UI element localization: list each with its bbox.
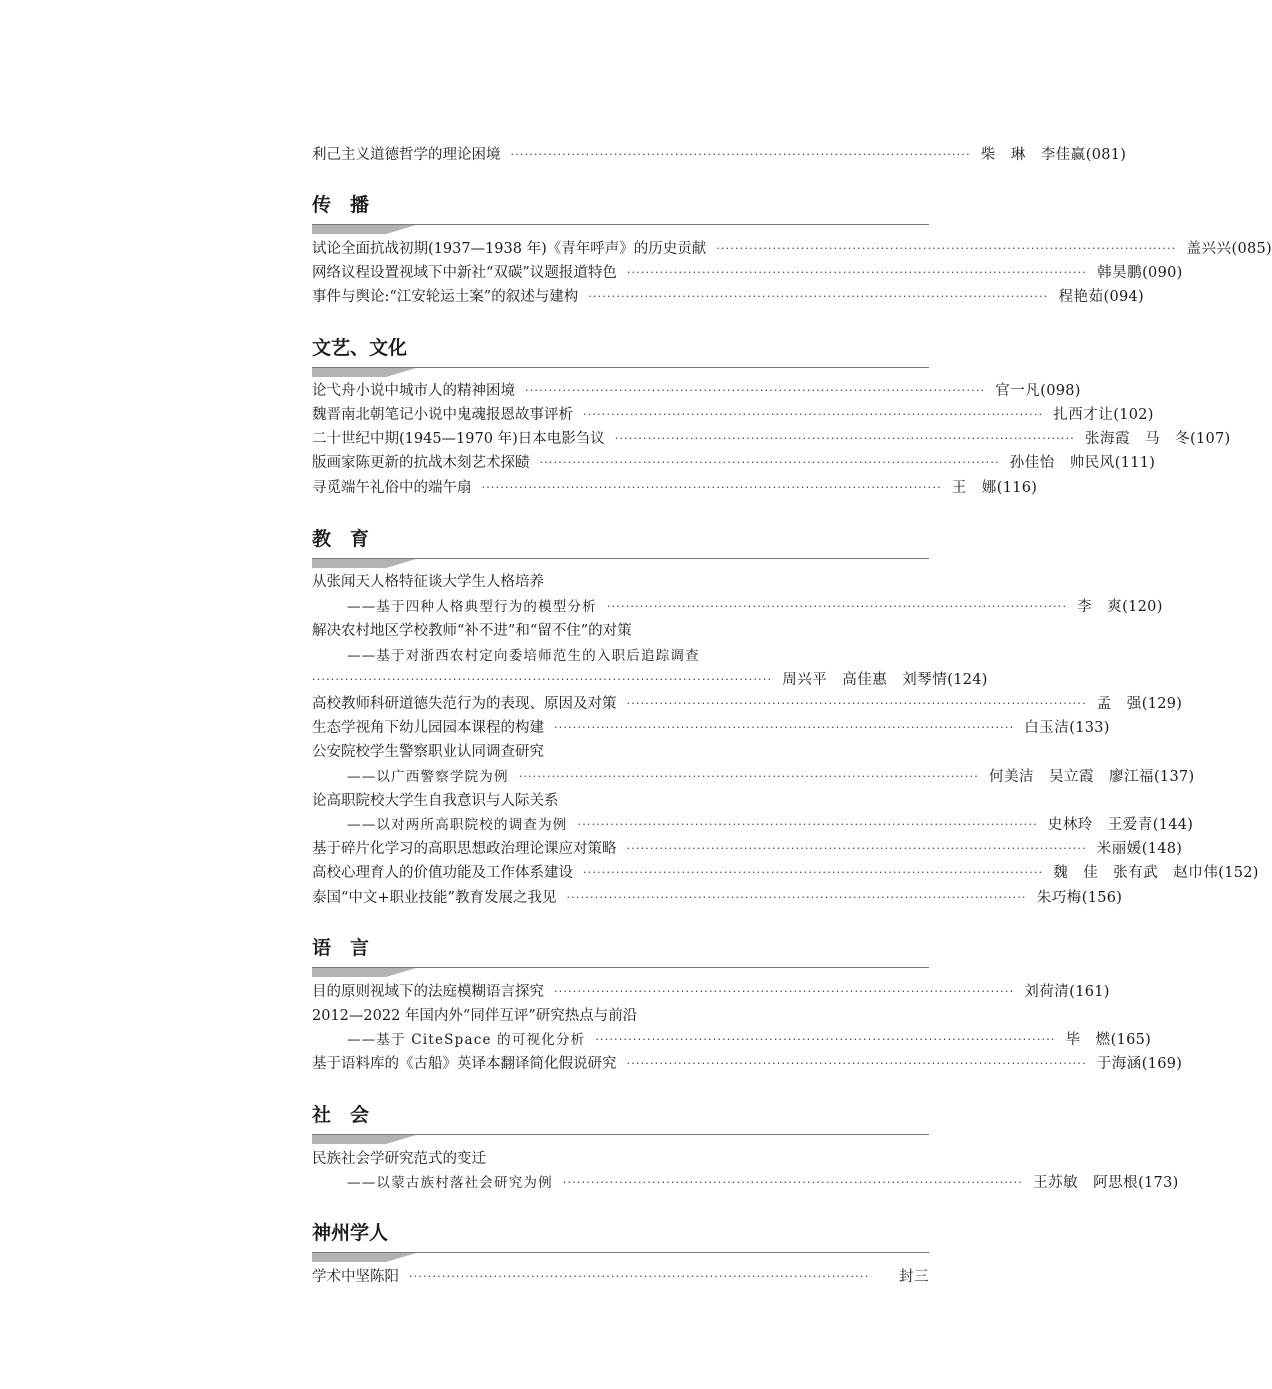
toc-entry [312,693,1183,715]
toc-entry [312,428,1231,450]
entry-page-number: (169) [1141,1056,1183,1072]
section-heading: 语 言 [312,937,370,959]
dot-leader: ·································································································· [409,1270,870,1283]
entry-authors: 米丽媛 [1096,841,1142,857]
entry-title: 试论全面抗战初期(1937—1938 年)《青年呼声》的历史贡献 [312,241,707,257]
toc-entry [312,838,1183,860]
dot-leader: ·································································································· [583,866,1044,879]
entry-page-number: (165) [1110,1032,1152,1048]
entry-page-number: (085) [1231,241,1272,257]
section-heading: 社 会 [312,1104,370,1126]
entry-authors: 孟 强 [1096,696,1142,712]
dot-leader: ·································································································· [583,408,1044,421]
entry-authors: 孙佳怡 帅民风 [1009,455,1115,471]
entry-title: 学术中坚陈阳 [312,1269,399,1285]
section-divider-wedge [312,368,416,378]
entry-authors: 周兴平 高佳惠 刘琴情 [782,672,948,688]
toc-entry-title-line [312,620,929,642]
entry-title: 高校心理育人的价值功能及工作体系建设 [312,865,573,881]
entry-title: 利己主义道德哲学的理论困境 [312,147,501,163]
dot-leader: ·································································································· [525,384,986,397]
toc-entry [312,452,1156,474]
entry-page-number: (156) [1081,890,1123,906]
entry-authors: 何美洁 吴立霞 廖江福 [988,769,1154,785]
entry-page-number: (081) [1085,147,1127,163]
entry-authors: 于海涵 [1096,1056,1142,1072]
toc-entry-subtitle-line [347,1172,1179,1194]
toc-entry-subtitle-line [347,596,1163,618]
entry-title: 民族社会学研究范式的变迁 [312,1151,486,1167]
entry-page-number: (148) [1141,841,1183,857]
entry-subtitle: ——基于四种人格典型行为的模型分析 [347,599,597,615]
entry-authors: 封三 [899,1269,929,1285]
entry-subtitle: ——基于对浙西农村定向委培师范生的入职后追踪调查 [347,648,700,664]
entry-authors: 史林玲 王爱青 [1047,817,1153,833]
entry-title: 论弋舟小说中城市人的精神困境 [312,383,515,399]
entry-page-number: (107) [1190,431,1231,447]
entry-title: 生态学视角下幼儿园园本课程的构建 [312,720,544,736]
entry-authors: 王苏敏 阿思根 [1033,1175,1139,1191]
entry-page-number: (111) [1114,455,1156,471]
entry-authors: 李 爽 [1077,599,1123,615]
section-heading: 教 育 [312,528,370,550]
entry-title: 网络议程设置视域下中新社“双碳”议题报道特色 [312,265,617,281]
toc-entry [312,262,1183,284]
entry-page-number: (144) [1152,817,1194,833]
toc-entry [312,286,1144,308]
toc-entry [312,887,1123,909]
entry-subtitle: ——以蒙古族村落社会研究为例 [347,1175,553,1191]
toc-entry [312,238,1272,260]
entry-title: 泰国“中文+职业技能”教育发展之我见 [312,890,557,906]
entry-authors: 官一凡 [995,383,1041,399]
entry-authors: 王 娜 [951,480,997,496]
entry-page-number: (102) [1113,407,1154,423]
entry-authors: 白玉洁 [1024,720,1070,736]
section-divider-wedge [312,225,416,235]
toc-entry-subtitle-line [347,766,1195,788]
entry-authors: 扎西才让 [1053,407,1114,423]
entry-authors: 魏 佳 张有武 赵巾伟 [1053,865,1219,881]
toc-entry-title-line [312,1148,929,1170]
dot-leader: ·································································································· [539,456,1000,469]
entry-authors: 刘荷清 [1024,984,1070,1000]
entry-title: 版画家陈更新的抗战木刻艺术探赜 [312,455,530,471]
section-divider-wedge [312,1135,416,1145]
entry-title: 二十世纪中期(1945—1970 年)日本电影刍议 [312,431,605,447]
dot-leader: ·································································································· [510,148,971,161]
entry-title: 目的原则视域下的法庭模糊语言探究 [312,984,544,1000]
entry-page-number: (133) [1069,720,1110,736]
toc-entry [312,717,1110,739]
toc-entry-subtitle-line [347,645,929,667]
dot-leader: ·································································································· [626,842,1087,855]
entry-authors: 毕 燃 [1065,1032,1111,1048]
dot-leader: ·································································································· [626,266,1088,279]
entry-title: 基于碎片化学习的高职思想政治理论课应对策略 [312,841,617,857]
toc-entry-subtitle-line [347,814,1194,836]
entry-page-number: (094) [1103,289,1144,305]
section-heading: 神州学人 [312,1222,389,1244]
dot-leader: ·································································································· [577,818,1038,831]
dot-leader: ·································································································· [481,481,942,494]
entry-subtitle: ——基于 CiteSpace 的可视化分析 [347,1032,586,1048]
toc-entry [312,1266,929,1288]
entry-title: 从张闻天人格特征谈大学生人格培养 [312,574,544,590]
dot-leader: ·································································································· [566,891,1027,904]
dot-leader: ·································································································· [595,1033,1056,1046]
entry-title: 基于语料库的《古船》英译本翻译简化假说研究 [312,1056,617,1072]
entry-authors: 韩昊鹏 [1097,265,1143,281]
entry-title: 公安院校学生警察职业认同调查研究 [312,744,544,760]
entry-subtitle: ——以广西警察学院为例 [347,769,509,785]
dot-leader: ·································································································· [614,432,1075,445]
toc-entry-subtitle-line [347,1029,1152,1051]
toc-entry-title-line [312,790,929,812]
dot-leader: ·································································································· [716,242,1177,255]
entry-page-number: (129) [1141,696,1183,712]
entry-title: 2012—2022 年国内外“同伴互评”研究热点与前沿 [312,1008,638,1024]
entry-page-number: (120) [1122,599,1163,615]
section-heading: 文艺、文化 [312,337,408,359]
dot-leader: ·································································································· [626,697,1087,710]
dot-leader: ·································································································· [588,290,1049,303]
entry-page-number: (152) [1218,865,1259,881]
dot-leader: ·································································································· [554,985,1015,998]
entry-title: 解决农村地区学校教师“补不进”和“留不住”的对策 [312,623,632,639]
section-divider-wedge [312,968,416,978]
dot-leader: ·································································································· [626,1057,1087,1070]
entry-title: 高校教师科研道德失范行为的表现、原因及对策 [312,696,617,712]
entry-subtitle: ——以对两所高职院校的调查为例 [347,817,568,833]
entry-title: 事件与舆论:“江安轮运土案”的叙述与建构 [312,289,579,305]
entry-page-number: (090) [1142,265,1183,281]
toc-entry [312,380,1081,402]
dot-leader: ·································································································· [606,600,1068,613]
entry-page-number: (137) [1153,769,1195,785]
entry-authors: 张海霞 马 冬 [1085,431,1190,447]
entry-title: 寻觅端午礼俗中的端午扇 [312,480,472,496]
dot-leader: ·································································································· [554,721,1015,734]
entry-authors: 程艳茹 [1058,289,1104,305]
toc-entry [312,1053,1183,1075]
entry-title: 魏晋南北朝笔记小说中鬼魂报恩故事评析 [312,407,573,423]
entry-page-number: (161) [1069,984,1110,1000]
toc-entry-title-line [312,571,929,593]
entry-authors: 柴 琳 李佳赢 [980,147,1086,163]
toc-entry-author-line [312,669,988,691]
entry-page-number: (098) [1040,383,1081,399]
toc-entry [312,477,1038,499]
section-divider-wedge [312,559,416,569]
dot-leader: ·································································································· [312,673,773,686]
dot-leader: ·································································································· [518,770,979,783]
toc-entry-title-line [312,1005,929,1027]
entry-page-number: (116) [996,480,1038,496]
section-divider-wedge [312,1253,416,1263]
toc-entry [312,144,1127,166]
entry-page-number: (173) [1138,1175,1179,1191]
entry-authors: 盖兴兴 [1186,241,1232,257]
toc-entry [312,981,1110,1003]
toc-entry-title-line [312,741,929,763]
toc-entry [312,404,1154,426]
section-heading: 传 播 [312,194,370,216]
entry-title: 论高职院校大学生自我意识与人际关系 [312,793,559,809]
entry-authors: 朱巧梅 [1036,890,1082,906]
entry-page-number: (124) [947,672,988,688]
dot-leader: ·································································································· [562,1176,1024,1189]
toc-entry [312,862,1259,884]
